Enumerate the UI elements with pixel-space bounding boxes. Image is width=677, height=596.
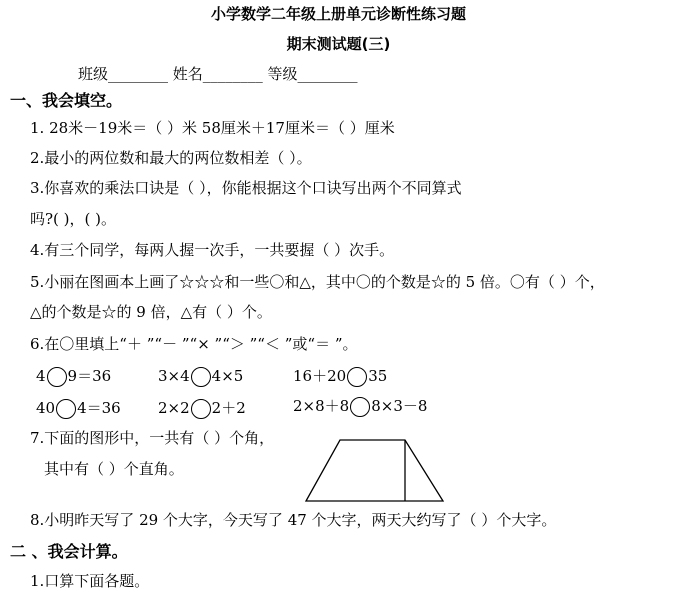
- question-6: 6.在〇里填上“＋ ”“－ ”“× ”“＞ ”“＜ ”或“＝ ”。: [30, 335, 358, 353]
- question-8: 8.小明昨天写了 29 个大字，今天写了 47 个大字，两天大约写了（ ）个大字。: [30, 511, 557, 529]
- trapezoid-outline: [306, 440, 443, 501]
- compare-left: 4: [36, 367, 46, 385]
- question-4: 4.有三个同学，每两人握一次手，一共要握（ ）次手。: [30, 241, 395, 259]
- section-2-question-1: 1.口算下面各题。: [30, 572, 150, 590]
- question-7-line-1: 7.下面的图形中，一共有（ ）个角，: [30, 429, 275, 447]
- compare-left: 40: [36, 399, 56, 417]
- compare-right: 4×5: [211, 367, 244, 385]
- compare-left: 16＋20: [293, 367, 347, 385]
- compare-left: 3×4: [158, 367, 190, 385]
- answer-circle[interactable]: [191, 399, 211, 419]
- question-3-line-2: 吗?( )，( )。: [30, 210, 116, 228]
- compare-item: [36, 396, 121, 420]
- section-1-heading: 一、我会填空。: [10, 91, 123, 110]
- answer-circle[interactable]: [350, 397, 370, 417]
- answer-circle[interactable]: [47, 367, 67, 387]
- question-5-line-1: 5.小丽在图画本上画了☆☆☆和一些〇和△，其中〇的个数是☆的 5 倍。〇有（ ）个，: [30, 273, 605, 291]
- compare-right: 4＝36: [77, 399, 121, 417]
- question-3-line-1: 3.你喜欢的乘法口诀是（ ），你能根据这个口诀写出两个不同算式: [30, 179, 462, 197]
- compare-left: 2×8＋8: [293, 397, 350, 415]
- trapezoid-figure: [300, 436, 450, 506]
- compare-item: [158, 396, 246, 420]
- question-7-line-2: 其中有（ ）个直角。: [44, 460, 184, 478]
- compare-item: [293, 364, 387, 388]
- answer-circle[interactable]: [191, 367, 211, 387]
- question-1: 1. 28米－19米＝（ ）米 58厘米＋17厘米＝（ ）厘米: [30, 119, 395, 137]
- question-5-line-2: △的个数是☆的 9 倍，△有（ ）个。: [30, 303, 272, 321]
- question-2: 2.最小的两位数和最大的两位数相差（ ）。: [30, 149, 312, 167]
- section-2-heading: 二 、我会计算。: [10, 542, 128, 561]
- compare-item: [293, 394, 427, 418]
- student-info-line: 班级________ 姓名________ 等级________: [78, 65, 358, 83]
- compare-right: 35: [368, 367, 388, 385]
- answer-circle[interactable]: [56, 399, 76, 419]
- compare-left: 2×2: [158, 399, 190, 417]
- compare-right: 2＋2: [211, 399, 246, 417]
- page-subtitle: 期末测试题(三): [286, 35, 391, 53]
- compare-item: [158, 364, 243, 388]
- page-title: 小学数学二年级上册单元诊断性练习题: [210, 5, 466, 23]
- compare-right: 8×3－8: [371, 397, 428, 415]
- answer-circle[interactable]: [347, 367, 367, 387]
- compare-right: 9＝36: [67, 367, 112, 385]
- compare-item: [36, 364, 111, 388]
